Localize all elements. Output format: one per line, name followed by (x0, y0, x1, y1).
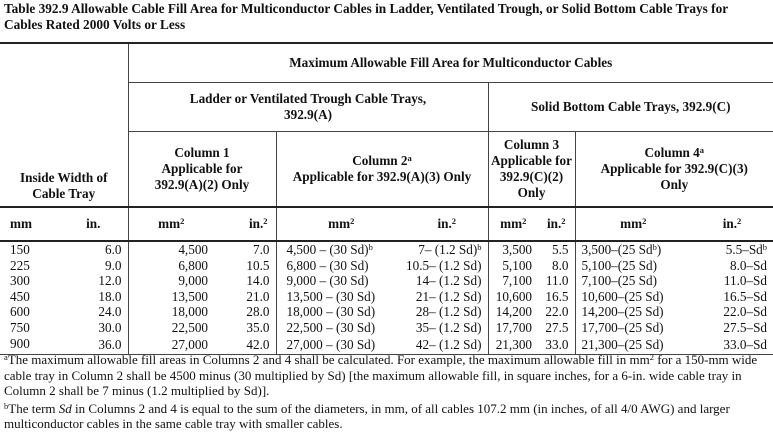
footnote-b: $^b$The term Sd in Columns 2 and 4 is equal to the sum of the diameters, in mm, of all cables 107.2 mm (in inches, of all 4/0 AWG) and larger multiconductor cables in the same cable tray with smaller cables. (4, 400, 730, 432)
table-row: 600 24.0 18,000 28.0 18,000 – (30 Sd) 28– (1.2 Sd) 14,200 22.0 14,200–(25 Sd) 22.0–Sd (10, 304, 767, 320)
unit-c3-in2: in.$^2$ (538, 207, 575, 241)
max-fill-header: Maximum Allowable Fill Area for Multiconductor Cables (128, 44, 773, 83)
unit-c1-mm2: $mm^2$ (128, 207, 214, 241)
table-row: 300 12.0 9,000 14.0 9,000 – (30 Sd) 14– (1.2 Sd) 7,100 11.0 7,100–(25 Sd) 11.0–Sd (10, 273, 767, 289)
footnotes (4, 352, 770, 434)
table-row: 900 36.0 27,000 42.0 27,000 – (30 Sd) 42– (1.2 Sd) 21,300 33.0 21,300–(25 Sd) 33.0–Sd (0, 336, 773, 355)
header-row-1 (0, 44, 773, 83)
inside-width-header: Inside Width of Cable Tray (20, 170, 108, 201)
cable-fill-table (0, 44, 773, 355)
solid-group-header: Solid Bottom Cable Trays, 392.9(C) (488, 83, 773, 132)
unit-c2-in2: in.$^2$ (406, 207, 488, 241)
column-1-header: Column 1 Applicable for 392.9(A)(2) Only (128, 132, 276, 208)
unit-c2-mm2: $mm^2$ (276, 207, 406, 241)
column-2-header: Column 2$^a$ Applicable for 392.9(A)(3) Only (276, 132, 488, 208)
unit-c1-in2: in.$^2$ (214, 207, 276, 241)
table-row: 750 30.0 22,500 35.0 22,500 – (30 Sd) 35– (1.2 Sd) 17,700 27.5 17,700–(25 Sd) 27.5–Sd (10, 319, 767, 335)
unit-c4-mm2: $mm^2$ (575, 207, 691, 241)
table-row: 450 18.0 13,500 21.0 13,500 – (30 Sd) 21– (1.2 Sd) 10,600 16.5 10,600–(25 Sd) 16.5–Sd (10, 288, 767, 304)
column-3-header: Column 3 Applicable for 392.9(C)(2) Only (488, 132, 575, 208)
unit-mm: mm (0, 207, 65, 241)
footnote-a: $^a$The maximum allowable fill areas in Columns 2 and 4 shall be calculated. For example, the maximum allowable fill in $mm^2$ for a 150-mm wide cable tray in Column 2 shall be 4500 minus (30 multiplied by Sd) [the maximum allowable fill, in square inches, for a 6-in. wide cable tray in Column 2 shall be 7 minus (1.2 multiplied by Sd)]. (4, 352, 758, 399)
table-title: Table 392.9 Allowable Cable Fill Area for Multiconductor Cables in Ladder, Ventilated Trough, or Solid Bottom Cable Trays for Cables Rated 2000 Volts or Less (4, 1, 728, 32)
units-row (0, 207, 773, 241)
unit-c3-mm2: $mm^2$ (488, 207, 538, 241)
unit-c4-in2: in.$^2$ (691, 207, 773, 241)
ladder-group-header: Ladder or Ventilated Trough Cable Trays, 392.9(A) (128, 83, 488, 132)
column-4-header: Column 4$^a$ Applicable for 392.9(C)(3) Only (575, 132, 773, 208)
table-row: 225 9.0 6,800 10.5 6,800 – (30 Sd) 10.5– (1.2 Sd) 5,100 8.0 5,100–(25 Sd) 8.0–Sd (10, 257, 767, 273)
unit-in: in. (65, 207, 128, 241)
table-row: 150 6.0 4,500 7.0 4,500 – (30 Sd)$^b$ 7– (1.2 Sd)$^b$ 3,500 5.5 3,500–(25 Sd$^b$) 5.5–Sd$^b$ (0, 241, 773, 258)
